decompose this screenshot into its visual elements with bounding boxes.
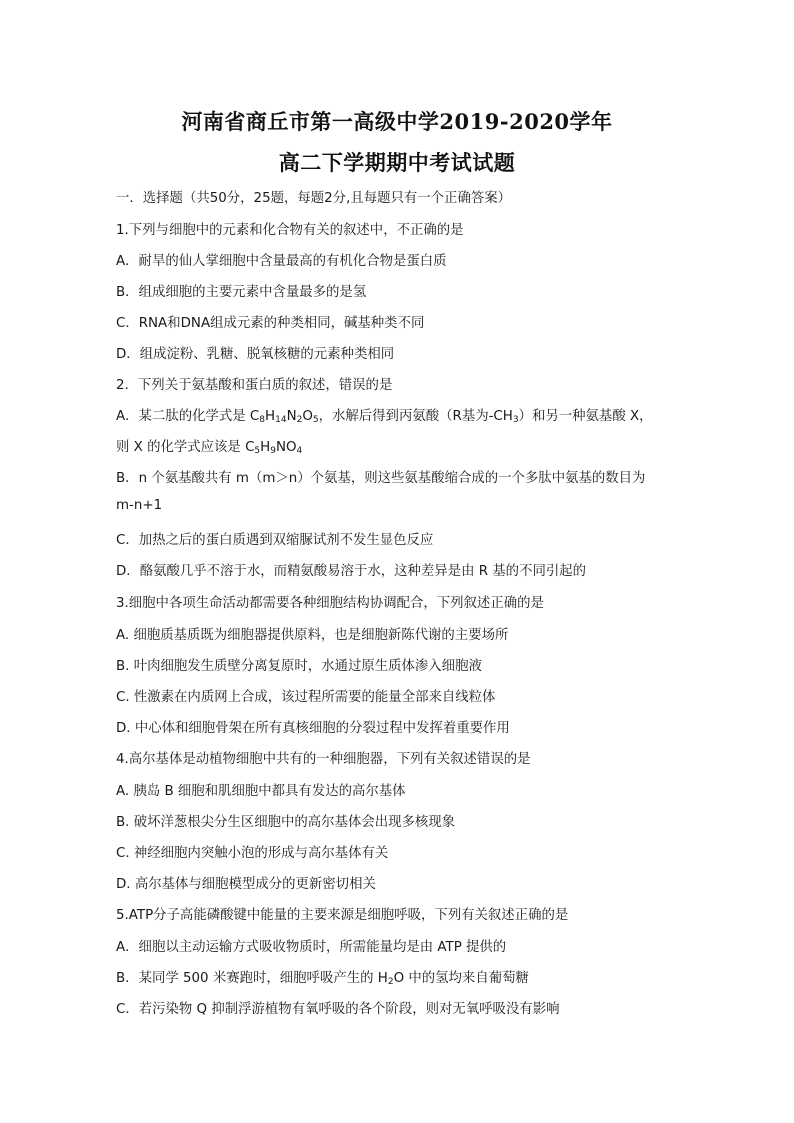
question-4-option-d: D. 高尔基体与细胞模型成分的更新密切相关 <box>116 877 376 892</box>
section-header: 一．选择题（共50分，25题，每题2分,且每题只有一个正确答案） <box>116 191 512 206</box>
question-4-stem: 4.高尔基体是动植物细胞中共有的一种细胞器，下列有关叙述错误的是 <box>116 752 531 767</box>
question-5-stem: 5.ATP分子高能磷酸键中能量的主要来源是细胞呼吸，下列有关叙述正确的是 <box>116 908 569 923</box>
question-2-stem: 2．下列关于氨基酸和蛋白质的叙述，错误的是 <box>116 378 393 393</box>
question-5-option-c: C．若污染物 Q 抑制浮游植物有氧呼吸的各个阶段，则对无氧呼吸没有影响 <box>116 1002 560 1017</box>
question-1-option-c: C．RNA和DNA组成元素的种类相同，碱基种类不同 <box>116 316 425 331</box>
question-3-option-d: D. 中心体和细胞骨架在所有真核细胞的分裂过程中发挥着重要作用 <box>116 721 510 736</box>
exam-subtitle: 高二下学期期中考试试题 <box>278 150 516 175</box>
question-2-option-c: C．加热之后的蛋白质遇到双缩脲试剂不发生显色反应 <box>116 533 434 548</box>
question-2-option-b-line2: m-n+1 <box>116 498 163 513</box>
question-4-option-c: C. 神经细胞内突触小泡的形成与高尔基体有关 <box>116 846 389 861</box>
question-4-option-b: B. 破坏洋葱根尖分生区细胞中的高尔基体会出现多核现象 <box>116 815 456 830</box>
question-1-option-d: D．组成淀粉、乳糖、脱氧核糖的元素种类相同 <box>116 347 395 362</box>
question-2-option-a-line1: A．某二肽的化学式是 $C_8H_{14}N_2O_5$，水解后得到丙氨酸（R基为$-CH_3$）和另一种氨基酸 X， <box>116 409 653 425</box>
question-3-option-c: C. 性激素在内质网上合成，该过程所需要的能量全部来自线粒体 <box>116 690 496 705</box>
question-1-stem: 1.下列与细胞中的元素和化合物有关的叙述中，不正确的是 <box>116 223 464 238</box>
exam-title: 河南省商丘市第一高级中学2019-2020学年 <box>181 109 613 134</box>
question-2-option-d: D．酪氨酸几乎不溶于水，而精氨酸易溶于水，这种差异是由 R 基的不同引起的 <box>116 564 587 579</box>
question-1-option-a: A．耐旱的仙人掌细胞中含量最高的有机化合物是蛋白质 <box>116 254 447 269</box>
question-4-option-a: A. 胰岛 B 细胞和肌细胞中都具有发达的高尔基体 <box>116 784 406 799</box>
question-3-stem: 3.细胞中各项生命活动都需要各种细胞结构协调配合，下列叙述正确的是 <box>116 596 544 611</box>
question-1-option-b: B．组成细胞的主要元素中含量最多的是氢 <box>116 285 367 300</box>
question-3-option-b: B. 叶肉细胞发生质壁分离复原时，水通过原生质体渗入细胞液 <box>116 659 482 674</box>
question-2-option-b-line1: B．n 个氨基酸共有 m（m＞n）个氨基，则这些氨基酸缩合成的一个多肽中氨基的数目为 <box>116 471 646 486</box>
question-2-option-a-line2: 则 X 的化学式应该是 $C_5H_9NO_4$ <box>116 440 303 456</box>
question-5-option-a: A．细胞以主动运输方式吸收物质时，所需能量均是由 ATP 提供的 <box>116 940 507 955</box>
question-3-option-a: A. 细胞质基质既为细胞器提供原料，也是细胞新陈代谢的主要场所 <box>116 628 509 643</box>
question-5-option-b: B．某同学 500 米赛跑时，细胞呼吸产生的 $H_2O$ 中的氢均来自葡萄糖 <box>116 971 529 987</box>
